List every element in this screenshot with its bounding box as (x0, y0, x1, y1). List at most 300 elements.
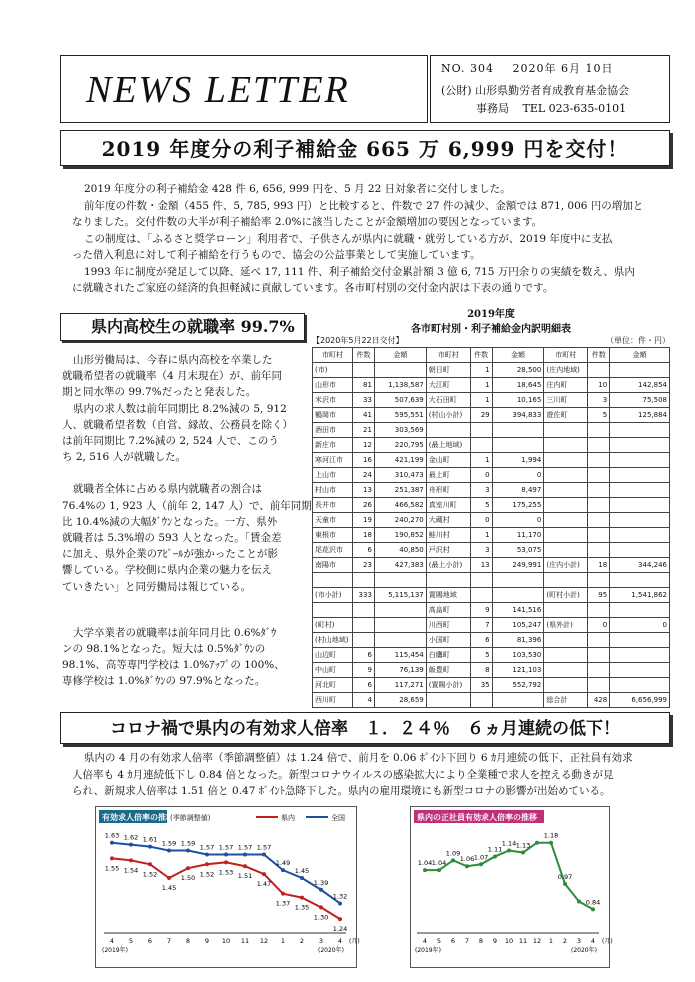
table-cell (588, 468, 610, 483)
table-cell: 95 (588, 588, 610, 603)
table-cell (588, 573, 610, 588)
distribution-table-block (312, 305, 670, 708)
table-cell: 最上町 (426, 468, 470, 483)
table-cell: 山辺町 (313, 648, 353, 663)
chart-jobs-ratio-svg (96, 807, 360, 967)
table-cell (544, 633, 588, 648)
intro-line: なりました。交付件数の大半が利子補給率 2.0%に該当したことが金額増加の要因となっています。 (72, 216, 543, 228)
table-cell: 115,454 (374, 648, 426, 663)
spacer (62, 465, 312, 481)
body-line: 響している。学校側に県内企業の魅力を伝え (62, 564, 272, 577)
x-tick-label: 10 (221, 937, 231, 945)
outro-line: 県内の 4 月の有効求人倍率（季節調整値）は 1.24 倍で、前月を 0.06 ﾎﾟｲﾝﾄ下回り 6 ｶ月連続の低下、正社員有効求 (84, 752, 633, 764)
data-label: 1.57 (256, 843, 272, 852)
table-cell: (置賜小計) (426, 678, 470, 693)
body-line: 76.4%の 1, 923 人（前年 2, 147 人）で、前年同期 (62, 499, 312, 512)
body-line: ンの 98.1%となった。短大は 0.5%ﾀﾞｳﾝの (62, 643, 266, 656)
data-point (423, 868, 427, 872)
outro-paragraph (72, 750, 672, 800)
table-cell: 0 (492, 468, 544, 483)
x-tick-label: 5 (128, 937, 134, 945)
data-label: 1.24 (332, 925, 348, 934)
table-cell (544, 513, 588, 528)
table-cell (610, 633, 670, 648)
data-point (167, 849, 171, 853)
data-point (535, 841, 539, 845)
headline-banner: 2019 年度分の利子補給金 665 万 6,999 円を交付！ (60, 130, 670, 166)
x-tick-label: 1 (280, 937, 286, 945)
table-cell: 24 (352, 468, 374, 483)
table-cell: 朝日町 (426, 363, 470, 378)
table-cell: 新庄市 (313, 438, 353, 453)
table-cell: 28,500 (492, 363, 544, 378)
table-cell (492, 588, 544, 603)
table-cell: 19 (352, 513, 374, 528)
data-label: 1.54 (123, 866, 139, 875)
table-row (313, 543, 670, 558)
x-unit: (月) (349, 938, 360, 945)
data-point (549, 841, 553, 845)
section2-body (62, 352, 312, 690)
table-cell (610, 498, 670, 513)
table-cell (374, 633, 426, 648)
table-cell: 466,582 (374, 498, 426, 513)
data-point (205, 852, 209, 856)
data-label: 1.06 (459, 855, 475, 864)
table-cell: 240,270 (374, 513, 426, 528)
issue-line (441, 60, 627, 76)
intro-line: に就職されたご家庭の経済的負担軽減に貢献しています。各市町村別の交付金内訳は下表の通りです。 (72, 282, 554, 294)
table-cell: 18,645 (492, 378, 544, 393)
table-cell (544, 483, 588, 498)
table-cell: 4 (352, 693, 374, 708)
x-unit: (月) (602, 938, 613, 945)
table-cell (610, 468, 670, 483)
table-cell: 1 (470, 528, 492, 543)
table-year: 2019年度 (467, 309, 515, 320)
table-cell (588, 498, 610, 513)
table-header-cell: 市町村 (313, 348, 353, 363)
table-title: 各市町村別・利子補給金内訳明細表 (411, 324, 571, 335)
body-line: に加え、県外企業のｱﾋﾟｰﾙが強かったことが影 (62, 548, 278, 561)
table-cell: (県外計) (544, 618, 588, 633)
org-name: (公財) 山形県勤労者育成教育基金協会 (441, 84, 630, 97)
x-tick-label: 11 (518, 937, 528, 945)
table-cell: 高畠町 (426, 603, 470, 618)
legend-label: 県内 (281, 814, 295, 822)
table-cell: 大石田町 (426, 393, 470, 408)
table-cell (544, 453, 588, 468)
intro-line: 2019 年度分の利子補給金 428 件 6, 656, 999 円を、5 月 22 日対象者に交付しました。 (84, 183, 511, 195)
table-cell: 酒田市 (313, 423, 353, 438)
data-point (451, 858, 455, 862)
body-line: 人、就職希望者数（自営、縁故、公務員を除く） (62, 418, 293, 431)
data-point (148, 862, 152, 866)
table-cell (610, 453, 670, 468)
table-cell: (町村) (313, 618, 353, 633)
table-cell: 1,541,862 (610, 588, 670, 603)
table-cell (426, 423, 470, 438)
data-point (319, 888, 323, 892)
table-cell: 白鷹町 (426, 648, 470, 663)
data-label: 1.62 (123, 833, 139, 842)
table-cell: 1,994 (492, 453, 544, 468)
data-point (300, 876, 304, 880)
data-point (167, 876, 171, 880)
table-cell (610, 423, 670, 438)
table-cell (588, 648, 610, 663)
table-cell: 23 (352, 558, 374, 573)
table-cell (588, 603, 610, 618)
table-cell: (村山小計) (426, 408, 470, 423)
data-point (224, 860, 228, 864)
table-cell (588, 633, 610, 648)
x-tick-label: 9 (204, 937, 210, 945)
table-cell: 10 (588, 378, 610, 393)
table-header-cell: 市町村 (426, 348, 470, 363)
table-cell (544, 543, 588, 558)
table-cell: 103,530 (492, 648, 544, 663)
table-cell: 40,850 (374, 543, 426, 558)
x-tick-label: 1 (548, 937, 554, 945)
data-label: 1.57 (237, 843, 253, 852)
table-cell (426, 573, 470, 588)
table-cell: 飯豊町 (426, 663, 470, 678)
data-label: 1.35 (294, 903, 310, 912)
table-cell: 13 (470, 558, 492, 573)
data-label: 1.09 (445, 849, 461, 858)
data-label: 1.45 (294, 867, 310, 875)
table-cell (352, 633, 374, 648)
table-cell: 10,165 (492, 393, 544, 408)
table-cell (352, 573, 374, 588)
table-cell: 18 (352, 528, 374, 543)
data-label: 1.04 (431, 859, 447, 868)
intro-paragraph (72, 181, 672, 297)
data-label: 1.11 (487, 845, 503, 854)
table-cell (374, 363, 426, 378)
table-cell (610, 663, 670, 678)
table-cell: 戸沢村 (426, 543, 470, 558)
table-cell: 河北町 (313, 678, 353, 693)
data-label: 1.18 (543, 831, 559, 840)
table-cell (588, 483, 610, 498)
table-row (313, 513, 670, 528)
data-label: 1.37 (275, 899, 291, 908)
intro-line: った借入利息に対して利子補給を行うもので、協会の公益事業として実施しています。 (72, 249, 481, 261)
table-cell: (市) (313, 363, 353, 378)
unemployment-banner: コロナ禍で県内の有効求人倍率 １．２４％ ６ヵ月連続の低下！ (60, 712, 670, 744)
table-cell (313, 573, 353, 588)
data-point (479, 862, 483, 866)
data-label: 1.57 (199, 843, 215, 852)
office-label: 事務局 (476, 102, 509, 115)
body-line: は前年同期比 7.2%減の 2, 524 人で、このう (62, 435, 279, 448)
table-cell: (最上小計) (426, 558, 470, 573)
table-header-cell: 市町村 (544, 348, 588, 363)
section-title: 県内高校生の就職率 99.7% (91, 317, 295, 336)
table-row (313, 483, 670, 498)
table-row (313, 408, 670, 423)
table-cell: 175,255 (492, 498, 544, 513)
table-cell: 21 (352, 423, 374, 438)
table-cell: 41 (352, 408, 374, 423)
table-cell: 427,383 (374, 558, 426, 573)
table-row (313, 648, 670, 663)
table-header-cell: 金額 (374, 348, 426, 363)
table-cell (544, 528, 588, 543)
table-cell: 南陽市 (313, 558, 353, 573)
table-cell: 3 (470, 543, 492, 558)
data-label: 1.57 (218, 843, 234, 852)
table-cell: 1 (470, 378, 492, 393)
table-row (313, 363, 670, 378)
body-line: 就職者全体に占める県内就職者の割合は (73, 483, 262, 496)
data-point (205, 862, 209, 866)
table-row (313, 453, 670, 468)
body-line: ち 2, 516 人が就職した。 (62, 451, 187, 464)
data-label: 1.52 (199, 870, 215, 879)
data-point (319, 905, 323, 909)
data-label: 1.59 (161, 839, 177, 848)
table-cell: 190,852 (374, 528, 426, 543)
x-tick-label: 8 (185, 937, 191, 945)
data-point (338, 917, 342, 921)
x-tick-label: 5 (436, 937, 442, 945)
table-cell: (町村小計) (544, 588, 588, 603)
table-cell: 6 (470, 633, 492, 648)
data-point (300, 896, 304, 900)
data-label: 1.49 (275, 859, 291, 868)
data-point (338, 901, 342, 905)
table-cell (610, 528, 670, 543)
table-cell: (庄内地域) (544, 363, 588, 378)
section-title-box (60, 313, 305, 341)
table-cell: (村山地域) (313, 633, 353, 648)
x-tick-label: 4 (337, 937, 343, 945)
table-cell (610, 573, 670, 588)
table-cell: 総合計 (544, 693, 588, 708)
data-label: 1.45 (161, 884, 177, 892)
table-cell: 1 (470, 393, 492, 408)
table-cell: 76,139 (374, 663, 426, 678)
body-line: 期と同水準の 99.7%だったと発表した。 (62, 386, 257, 399)
table-cell: 595,551 (374, 408, 426, 423)
table-cell: 0 (492, 513, 544, 528)
data-label: 1.13 (515, 841, 531, 850)
table-cell: 26 (352, 498, 374, 513)
body-line: 山形労働局は、今春に県内高校を卒業した (73, 354, 273, 366)
office-tel: TEL 023-635-0101 (522, 102, 627, 115)
data-point (129, 858, 133, 862)
table-cell: 333 (352, 588, 374, 603)
data-point (465, 864, 469, 868)
data-label: 1.55 (104, 864, 120, 873)
table-cell: 105,247 (492, 618, 544, 633)
table-cell: 6 (352, 543, 374, 558)
x-tick-label: 4 (422, 937, 428, 945)
table-cell (492, 438, 544, 453)
data-point (224, 852, 228, 856)
data-point (577, 900, 581, 904)
data-label: 1.51 (237, 872, 253, 881)
table-cell (470, 693, 492, 708)
table-cell (588, 438, 610, 453)
table-row (313, 378, 670, 393)
table-cell: 金山町 (426, 453, 470, 468)
table-cell: 鶴岡市 (313, 408, 353, 423)
data-label: 1.52 (142, 870, 158, 879)
data-label: 1.47 (256, 880, 272, 889)
table-cell (544, 423, 588, 438)
table-cell: 大蔵村 (426, 513, 470, 528)
table-cell: 117,271 (374, 678, 426, 693)
table-cell (544, 678, 588, 693)
table-row (313, 603, 670, 618)
table-cell: 寒河江市 (313, 453, 353, 468)
table-date-note: 【2020年5月22日交付】 (312, 336, 404, 345)
table-cell: 1 (470, 363, 492, 378)
table-row (313, 498, 670, 513)
table-cell: 18 (588, 558, 610, 573)
table-cell (544, 468, 588, 483)
data-point (186, 866, 190, 870)
table-cell (492, 693, 544, 708)
table-row (313, 468, 670, 483)
table-cell (610, 438, 670, 453)
table-header-cell: 件数 (352, 348, 374, 363)
table-cell: 村山市 (313, 483, 353, 498)
table-cell: 9 (352, 663, 374, 678)
issue-date: 2020年 6月 10日 (512, 62, 614, 75)
body-line: 専修学校は 1.0%ﾀﾞｳﾝの 97.9%となった。 (62, 675, 266, 688)
table-row (313, 618, 670, 633)
table-cell: 81,396 (492, 633, 544, 648)
data-point (262, 872, 266, 876)
table-cell (470, 438, 492, 453)
table-cell: (最上地域) (426, 438, 470, 453)
table-cell (610, 648, 670, 663)
table-cell (588, 543, 610, 558)
table-cell: 舟形町 (426, 483, 470, 498)
table-row (313, 573, 670, 588)
data-point (437, 868, 441, 872)
table-cell: 29 (470, 408, 492, 423)
table-row (313, 678, 670, 693)
table-cell (588, 453, 610, 468)
table-row (313, 663, 670, 678)
table-cell: 0 (610, 618, 670, 633)
table-row (313, 588, 670, 603)
table-cell: 置賜地域 (426, 588, 470, 603)
table-cell: 125,884 (610, 408, 670, 423)
table-cell (374, 603, 426, 618)
table-cell: 大江町 (426, 378, 470, 393)
table-cell (470, 573, 492, 588)
table-cell (610, 483, 670, 498)
data-point (186, 849, 190, 853)
table-cell (588, 423, 610, 438)
table-cell: 9 (470, 603, 492, 618)
table-cell (374, 618, 426, 633)
table-cell: 米沢市 (313, 393, 353, 408)
newsletter-title-box (60, 55, 428, 123)
table-cell (470, 588, 492, 603)
table-header-cell: 件数 (470, 348, 492, 363)
table-cell (588, 678, 610, 693)
table-cell: 長井市 (313, 498, 353, 513)
table-cell: (庄内小計) (544, 558, 588, 573)
data-point (110, 841, 114, 845)
table-cell: 3 (470, 483, 492, 498)
data-label: 1.39 (313, 878, 329, 887)
chart-title: 県内の正社員有効求人倍率の推移 (417, 813, 537, 822)
table-cell: 28,659 (374, 693, 426, 708)
body-line: ていきたい」と同労働局は報じている。 (62, 580, 251, 593)
data-label: 1.50 (180, 874, 196, 883)
table-cell: 344,246 (610, 558, 670, 573)
body-line: 98.1%、高等専門学校は 1.0%ｱｯﾌﾟの 100%、 (62, 659, 285, 672)
table-cell: 小国町 (426, 633, 470, 648)
table-row (313, 438, 670, 453)
data-point (243, 864, 247, 868)
table-cell: 0 (588, 618, 610, 633)
table-cell: 6 (352, 648, 374, 663)
intro-line: 前年度の件数・金額（455 件、5, 785, 993 円）と比較すると、件数で 27 件の減少、金額では 871, 006 円の増加と (84, 199, 644, 212)
table-cell (544, 573, 588, 588)
table-cell: 8,497 (492, 483, 544, 498)
table-header-row (313, 348, 670, 363)
legend-label: 全国 (331, 814, 345, 822)
table-row (313, 393, 670, 408)
x-tick-label: 6 (147, 937, 153, 945)
table-cell: 11,170 (492, 528, 544, 543)
chart-fulltime-ratio (410, 806, 613, 968)
table-cell: 天童市 (313, 513, 353, 528)
table-cell: 428 (588, 693, 610, 708)
table-cell (610, 363, 670, 378)
table-cell: 35 (470, 678, 492, 693)
data-point (148, 845, 152, 849)
table-cell (352, 618, 374, 633)
data-point (110, 856, 114, 860)
table-cell (588, 363, 610, 378)
x-tick-label: 3 (576, 937, 582, 945)
table-cell (492, 573, 544, 588)
table-cell: 394,833 (492, 408, 544, 423)
intro-line: この制度は、「ふるさと奨学ローン」利用者で、子供さんが県内に就職・就労している方が、2019 年度中に支払 (84, 232, 613, 245)
table-cell: 7 (470, 618, 492, 633)
data-label: 1.63 (104, 831, 120, 840)
table-cell: 141,516 (492, 603, 544, 618)
data-label: 1.53 (218, 868, 234, 877)
x-tick-label: 12 (259, 937, 269, 945)
data-point (563, 882, 567, 886)
table-cell: 3 (588, 393, 610, 408)
x-tick-label: 4 (590, 937, 596, 945)
table-unit: （単位：件・円） (606, 336, 670, 345)
table-cell: 西川町 (313, 693, 353, 708)
data-label: 1.30 (313, 913, 329, 922)
table-cell: 鮭川村 (426, 528, 470, 543)
body-line: 比 10.4%減の大幅ﾀﾞｳﾝとなった。一方、県外 (62, 515, 278, 528)
table-cell: (市小計) (313, 588, 353, 603)
table-cell (492, 423, 544, 438)
table-cell (544, 438, 588, 453)
table-row (313, 693, 670, 708)
x-start-note: (2019年) (415, 947, 441, 954)
x-tick-label: 11 (240, 937, 250, 945)
